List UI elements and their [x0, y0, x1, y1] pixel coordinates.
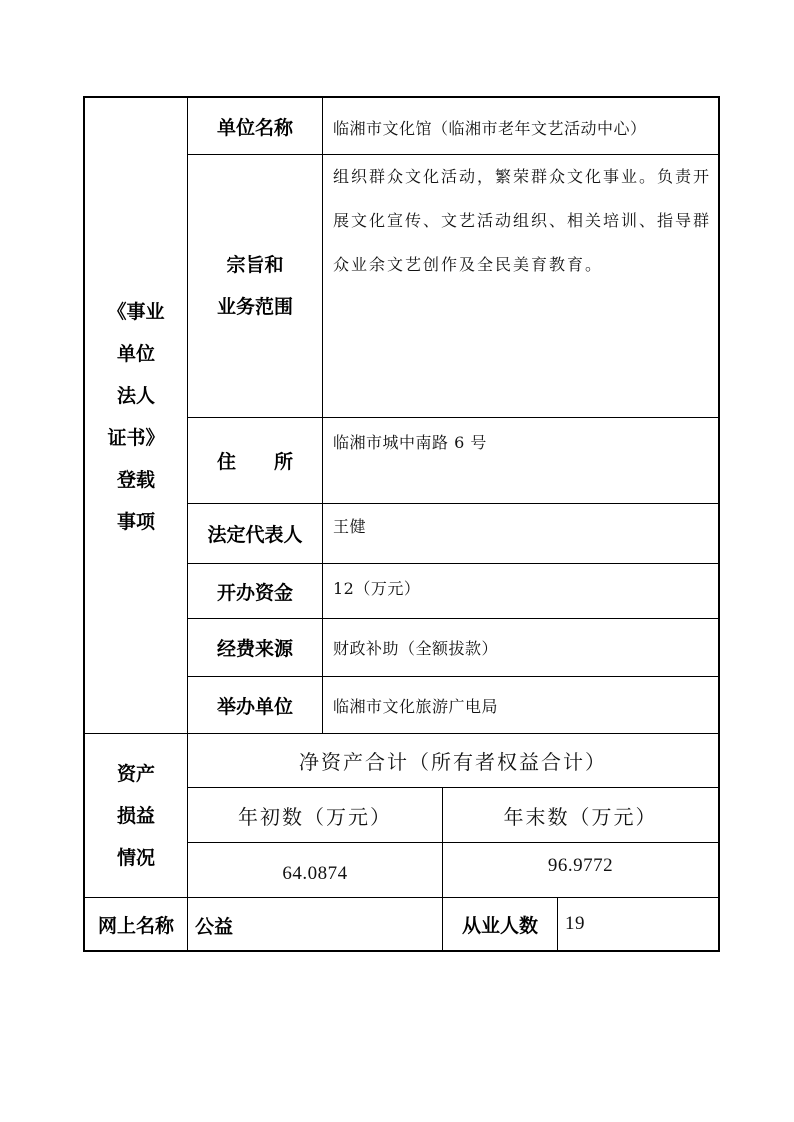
capital-value: 12（万元）	[333, 579, 421, 598]
side-line-1: 《事业	[107, 301, 165, 323]
unit-name-value: 临湘市文化馆（临湘市老年文艺活动中心）	[333, 119, 647, 138]
side-line-2: 单位	[116, 343, 155, 365]
address-value: 临湘市城中南路 6 号	[333, 433, 487, 452]
registration-side-label	[85, 292, 187, 542]
legal-rep-value: 王健	[333, 517, 367, 536]
funding-value: 财政补助（全额拔款）	[333, 639, 499, 658]
side-line-3: 法人	[116, 385, 155, 407]
sponsor-value: 临湘市文化旅游广电局	[333, 697, 499, 716]
legal-rep-label: 法定代表人	[207, 524, 303, 546]
online-name-value: 公益	[195, 916, 234, 938]
online-name-label: 网上名称	[97, 914, 174, 937]
begin-value-label: 年初数（万元）	[238, 804, 392, 829]
unit-name-label: 单位名称	[216, 116, 293, 139]
side-line-6: 事项	[116, 511, 155, 533]
registration-table	[83, 96, 720, 952]
end-value: 96.9772	[547, 854, 614, 876]
funding-label: 经费来源	[216, 638, 293, 660]
sponsor-label: 举办单位	[216, 695, 293, 718]
table-border-top	[83, 96, 720, 98]
assets-line-2: 损益	[116, 804, 155, 827]
divider-v-col2	[322, 96, 323, 733]
side-line-5: 登载	[116, 469, 155, 491]
assets-line-3: 情况	[116, 846, 155, 869]
side-line-4: 证书》	[107, 427, 165, 449]
purpose-label-line-2: 业务范围	[216, 296, 293, 318]
staff-count-label: 从业人数	[461, 914, 538, 937]
divider-v-staff	[557, 897, 558, 952]
capital-label: 开办资金	[216, 581, 293, 604]
table-border-right	[718, 96, 720, 952]
purpose-label	[188, 155, 322, 417]
purpose-value: 组织群众文化活动，繁荣群众文化事业。负责开展文化宣传、文艺活动组织、相关培训、指导群众业余文艺创作及全民美育教育。	[333, 167, 712, 274]
begin-value: 64.0874	[282, 862, 348, 884]
end-value-label: 年末数（万元）	[503, 804, 658, 829]
net-assets-header: 净资产合计（所有者权益合计）	[299, 750, 607, 774]
address-label: 住 所	[216, 451, 293, 473]
assets-line-1: 资产	[116, 762, 155, 785]
purpose-label-line-1: 宗旨和	[226, 254, 284, 276]
table-border-bottom	[83, 950, 720, 952]
staff-count-value: 19	[565, 913, 585, 934]
assets-side-label	[85, 734, 187, 897]
